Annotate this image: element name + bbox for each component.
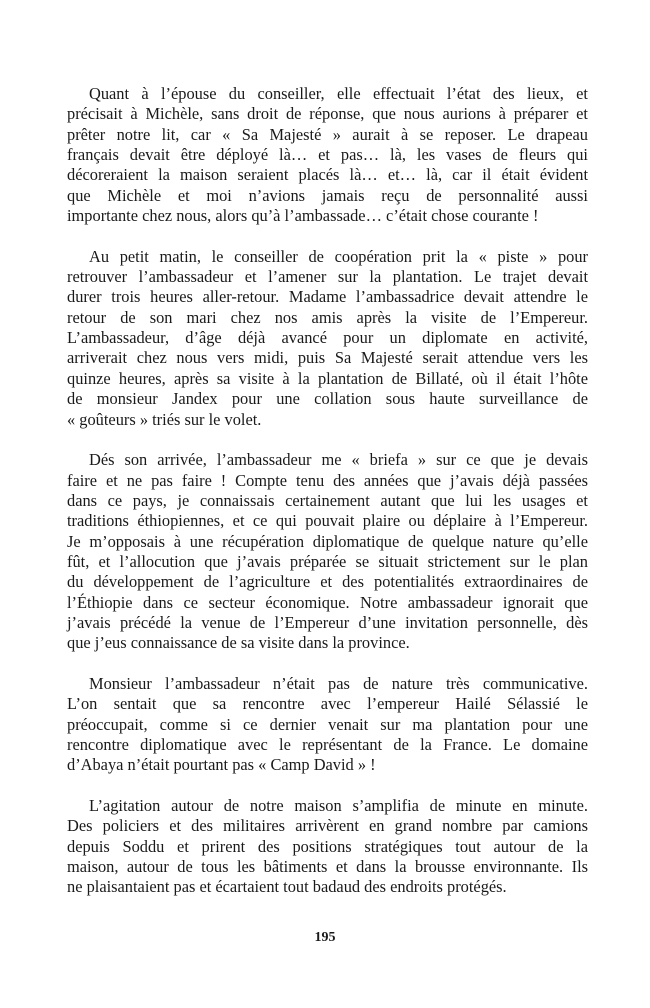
text-line: prêter notre lit, car « Sa Majesté » aurait à se reposer. Le drapeau — [67, 124, 588, 144]
text-line: Je m’opposais à une récupération diplomatique de quelque nature qu’elle — [67, 531, 588, 551]
text-line: durer trois heures aller-retour. Madame l’ambassadrice devait attendre le — [67, 287, 588, 307]
paragraph-5 — [67, 796, 588, 898]
text-line: que Michèle et moi n’avions jamais reçu de personnalité aussi — [67, 185, 588, 205]
text-line: L’on sentait que sa rencontre avec l’empereur Hailé Sélassié le — [67, 694, 588, 714]
text-line: fût, et l’allocution que j’avais préparée se situait strictement sur le plan — [67, 551, 588, 571]
text-line: « goûteurs » triés sur le volet. — [67, 409, 262, 429]
text-line: traditions éthiopiennes, et ce qui pouvait plaire ou déplaire à l’Empereur. — [67, 511, 588, 531]
paragraph-1 — [67, 84, 588, 226]
paragraph-3 — [67, 450, 588, 653]
text-line: retour de son mari chez nos amis après la visite de l’Empereur. — [67, 307, 588, 327]
text-line: Des policiers et des militaires arrivèrent en grand nombre par camions — [67, 816, 588, 836]
paragraph-4 — [67, 674, 588, 776]
text-line: L’ambassadeur, d’âge déjà avancé pour un diplomate en activité, — [67, 328, 588, 348]
text-line: rencontre diplomatique avec le représentant de la France. Le domaine — [67, 735, 588, 754]
paragraph-2 — [67, 247, 588, 430]
text-line: décoreraient la maison seraient placés là… et… là, car il était évident — [67, 165, 588, 185]
page-number: 195 — [314, 930, 336, 945]
text-line: l’Éthiopie dans ce secteur économique. Notre ambassadeur ignorait que — [67, 592, 588, 612]
text-line: Monsieur l’ambassadeur n’était pas de nature très communicative. — [89, 673, 588, 693]
text-line: de monsieur Jandex pour une collation sous haute surveillance de — [67, 389, 588, 409]
text-line: arriverait chez nous vers midi, puis Sa Majesté serait attendue vers les — [67, 348, 588, 368]
text-line: quinze heures, après sa visite à la plantation de Billaté, où il était l’hôte — [67, 368, 588, 388]
text-line: maison, autour de tous les bâtiments et dans la brousse environnante. Ils — [67, 857, 588, 877]
text-line: d’Abaya n’était pourtant pas « Camp David » ! — [67, 755, 376, 775]
text-line: précisait à Michèle, sans droit de réponse, que nous aurions à préparer et — [67, 104, 588, 124]
text-line: faire et ne pas faire ! Compte tenu des années que j’avais déjà passées — [67, 470, 588, 490]
text-line: j’avais précédé la venue de l’Empereur d’une invitation personnelle, dès — [67, 612, 588, 632]
text-line: L’agitation autour de notre maison s’amplifia de minute en minute. — [89, 796, 588, 816]
text-line: du développement de l’agriculture et des potentialités extraordinaires de — [67, 572, 588, 592]
text-line: retrouver l’ambassadeur et l’amener sur la plantation. Le trajet devait — [67, 267, 588, 287]
text-line: Quant à l’épouse du conseiller, elle effectuait l’état des lieux, et — [89, 84, 588, 103]
text-line: français devait être déployé là… et pas… là, les vases de fleurs qui — [67, 145, 588, 165]
text-line: Dés son arrivée, l’ambassadeur me « briefa » sur ce que je devais — [89, 450, 588, 470]
text-line: Au petit matin, le conseiller de coopération prit la « piste » pour — [89, 246, 588, 266]
text-line: que j’eus connaissance de sa visite dans la province. — [67, 633, 410, 653]
text-line: importante chez nous, alors qu’à l’ambassade… c’était chose courante ! — [67, 206, 539, 226]
text-line: ne plaisantaient pas et écartaient tout badaud des endroits protégés. — [67, 877, 507, 897]
text-line: préoccupait, comme si ce dernier venait sur ma plantation pour une — [67, 714, 588, 734]
text-line: dans ce pays, je connaissais certainement autant que lui les usages et — [67, 490, 588, 510]
text-line: depuis Soddu et prirent des positions stratégiques tout autour de la — [67, 836, 588, 856]
page-body — [67, 84, 588, 898]
